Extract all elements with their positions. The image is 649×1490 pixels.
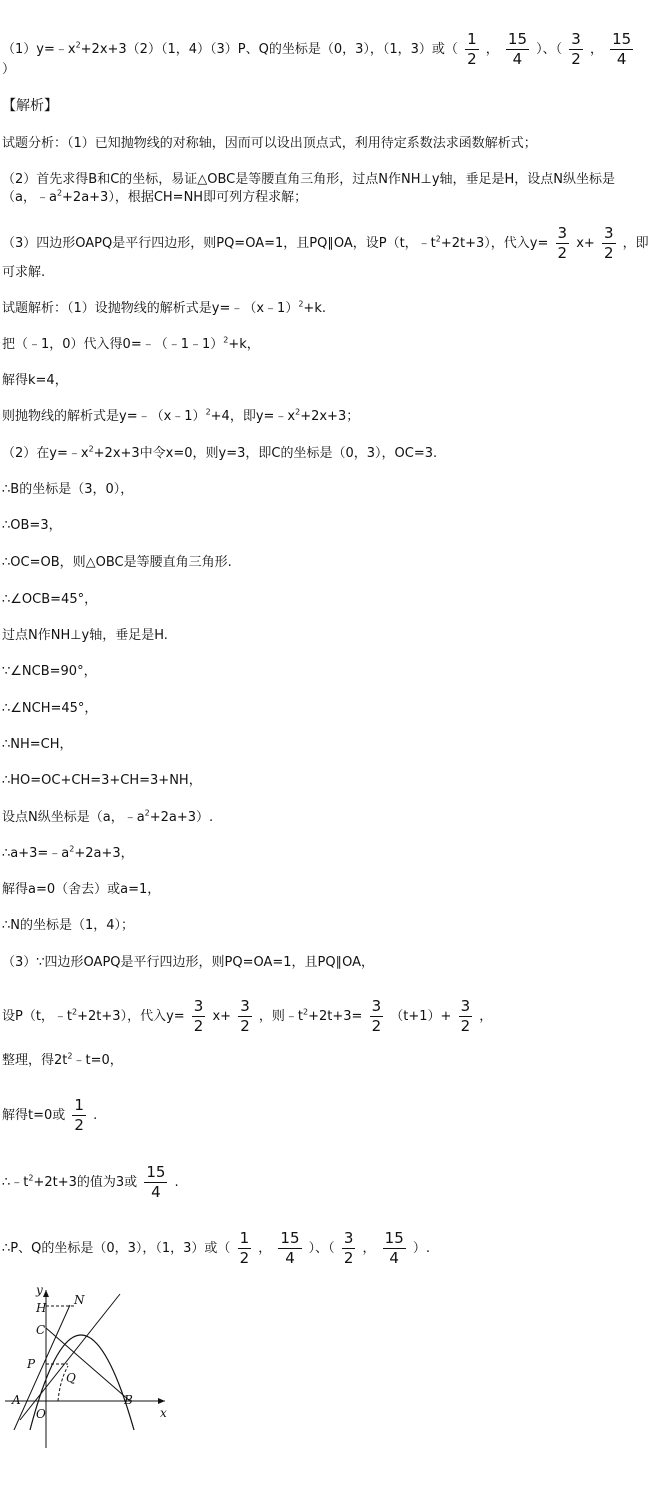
fraction: $\frac{3}{2}$ (571, 30, 581, 68)
fraction: $\frac{3}{2}$ (343, 1229, 354, 1267)
fraction: $\frac{15}{4}$ (507, 30, 527, 68)
label-x: x (160, 1406, 167, 1420)
parabola-figure (0, 1270, 180, 1450)
fraction: $\frac{3}{2}$ (193, 997, 204, 1035)
answer-text: +2x+3（2）（1，4）（3）P、Q的坐标是（0，3），（1，3）或（ (80, 42, 458, 57)
label-b: B (124, 1393, 133, 1407)
analysis-line-2: （2）首先求得B和C的坐标，易证△OBC是等腰直角三角形，过点N作NH⊥y轴，垂足是H，设点N纵坐标是 (2, 172, 616, 187)
answer-close: ） (2, 62, 16, 77)
solution-line: 设点N纵坐标是（a，$﹣a^2+2a+3$）. (2, 808, 214, 825)
fraction: $\frac{3}{2}$ (240, 997, 250, 1035)
solution-line: ∴∠NCH=45°， (2, 701, 98, 716)
analysis-line-4: 可求解. (2, 265, 46, 280)
solution-line: 解得a=0（舍去）或a=1， (2, 882, 161, 897)
fraction: $\frac{15}{4}$ (384, 1229, 404, 1267)
label-y: y (36, 1283, 43, 1297)
solution-line: ∴HO=OC+CH=3+CH=3+NH， (2, 773, 202, 788)
solution-line: 解得k=4， (2, 373, 68, 388)
label-q: Q (66, 1371, 76, 1385)
solution-line: 解得t=0或 $\frac{1}{2}$ . (2, 1096, 98, 1134)
solution-line: ∵∠NCB=90°， (2, 664, 97, 679)
solution-line: 把（﹣1，0）代入得0=﹣（﹣1﹣1）$^2$+k， (2, 335, 260, 352)
label-p: P (27, 1357, 36, 1371)
fraction: $\frac{3}{2}$ (557, 224, 568, 262)
solution-line: ∴∠OCB=45°， (2, 592, 98, 607)
y-axis-arrow (43, 1290, 49, 1297)
solution-line: 过点N作NH⊥y轴，垂足是H. (2, 628, 168, 643)
solution-line: 设P（t，$﹣t^2+2t+3$），代入y= $\frac{3}{2}$ x+ $\frac{3}{2}$ ，则$﹣t^2+2t+3=$ $\frac{3}{2}$ （t+1）+ $\frac{3}{2}$ ， (2, 997, 493, 1035)
solution-line: ∴N的坐标是（1，4）； (2, 918, 135, 933)
analysis-line-3: （3）四边形OAPQ是平行四边形，则PQ=OA=1，且PQ∥OA，设P（t，$﹣t^2+2t+3$），代入y= $\frac{3}{2}$ x+ $\frac{3}{2}$ ，即 (2, 224, 649, 262)
solution-line: 则抛物线的解析式是y=﹣（x﹣1）$^2$+4，即$y=﹣x^2+2x+3$； (2, 407, 360, 424)
solution-line: （3）∵四边形OAPQ是平行四边形，则PQ=OA=1，且PQ∥OA， (2, 955, 375, 970)
fraction: $\frac{3}{2}$ (603, 224, 614, 262)
solution-line: ∴OC=OB，则△OBC是等腰直角三角形. (2, 555, 232, 570)
label-h: H (36, 1301, 47, 1315)
x-axis-arrow (158, 1398, 165, 1404)
solution-line: ∴P、Q的坐标是（0，3），（1，3）或（ $\frac{1}{2}$ ， $\frac{15}{4}$ ）、（ $\frac{3}{2}$ ， $\frac{15}{4}$ ）. (2, 1229, 431, 1267)
exponent: 2 (75, 40, 81, 50)
fraction: $\frac{15}{4}$ (612, 30, 632, 68)
label-a: A (12, 1393, 21, 1407)
answer-text: （1）y=﹣x (2, 42, 76, 57)
label-o: O (36, 1407, 46, 1421)
solution-line: 试题解析：（1）设抛物线的解析式是y=﹣（x﹣1）$^2$+k. (2, 299, 326, 316)
analysis-line-1: 试题分析：（1）已知抛物线的对称轴，因而可以设出顶点式，利用待定系数法求函数解析式； (2, 136, 537, 151)
solution-line: ∴B的坐标是（3，0）， (2, 482, 134, 497)
label-c: C (36, 1323, 46, 1337)
answer-line: $(1)y=﹣x^2+2x+3(2)(1$，4）（3）P、Q的坐标是（0，3），（1，3）或（ $\frac{1}{2}$ ， $\frac{15}{4}$ ）、（ $\frac{3}{2}$ ， $\frac{15}{4}$ (2, 30, 632, 68)
fraction: $\frac{1}{2}$ (467, 30, 477, 68)
solution-line: $\therefore a+3=﹣a^2+2a+3$， (2, 844, 134, 861)
section-heading: 【解析】 (2, 98, 58, 114)
solution-line: $\therefore﹣t^2+2t+3$的值为3或 $\frac{15}{4}$ . (2, 1163, 179, 1201)
fraction: $\frac{15}{4}$ (146, 1163, 166, 1201)
solution-line: （2）在$y=﹣x^2+2x+3$中令x=0，则y=3，即C的坐标是（0，3），OC=3. (2, 444, 438, 461)
solution-line: ∴NH=CH， (2, 737, 73, 752)
fraction: $\frac{1}{2}$ (239, 1229, 250, 1267)
fraction: $\frac{3}{2}$ (460, 997, 471, 1035)
solution-line: ∴OB=3， (2, 518, 62, 533)
fraction: $\frac{15}{4}$ (280, 1229, 300, 1267)
fraction: $\frac{1}{2}$ (74, 1096, 84, 1134)
label-n: N (74, 1293, 85, 1307)
solution-line: 整理，得$2t^2﹣t=0$， (2, 1051, 123, 1068)
fraction: $\frac{3}{2}$ (371, 997, 382, 1035)
analysis-line-2b: （a，$﹣a^2+2a+3$），根据CH=NH即可列方程求解； (2, 188, 308, 205)
